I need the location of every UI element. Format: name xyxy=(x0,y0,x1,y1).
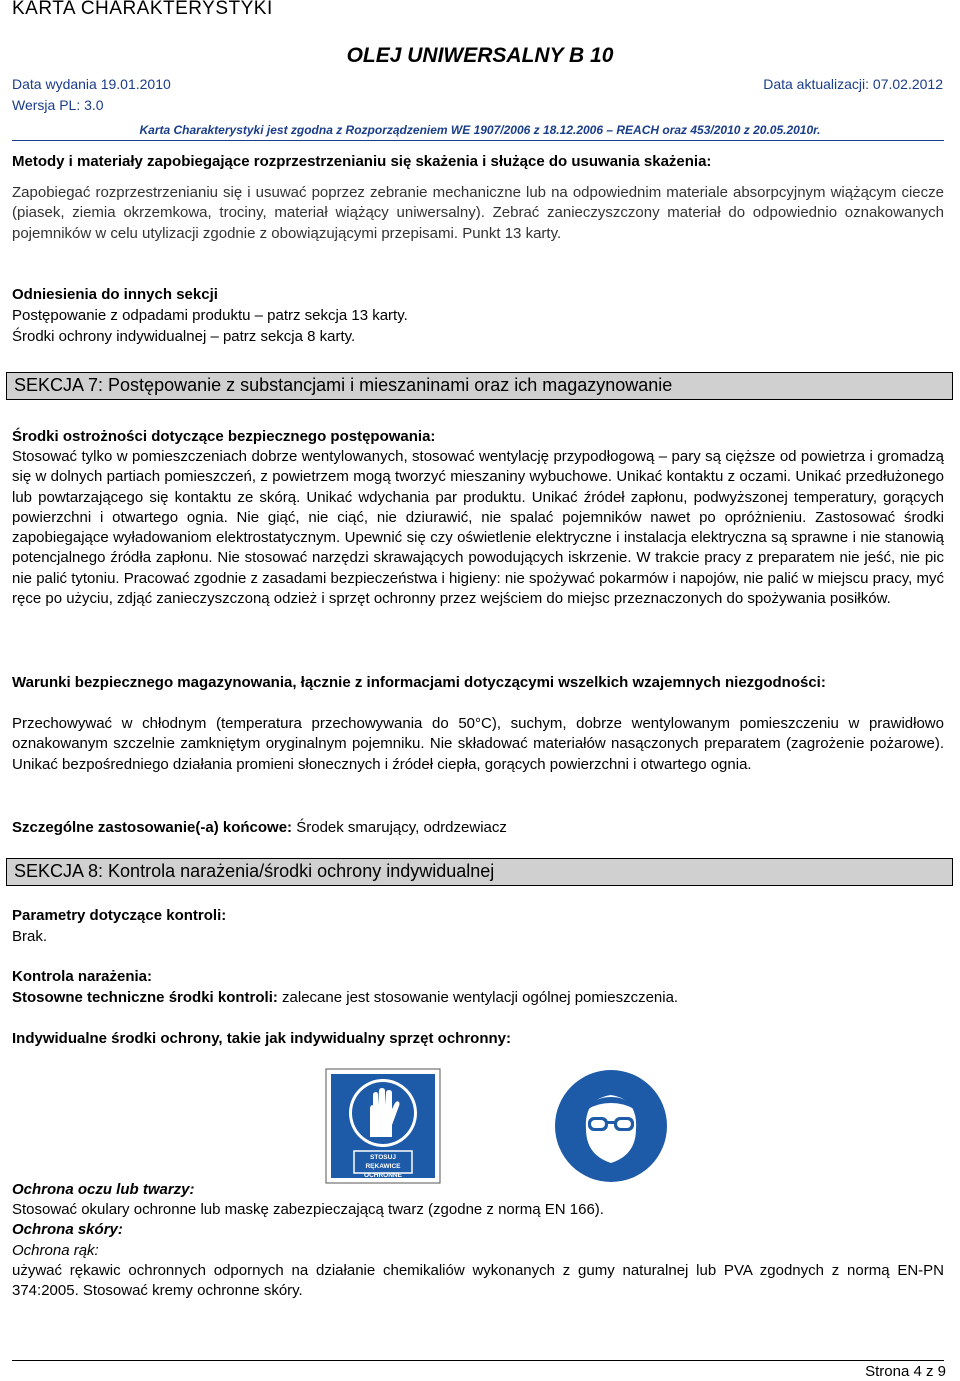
regulation-note: Karta Charakterystyki jest zgodna z Rozporządzeniem WE 1907/2006 z 18.12.2006 – REACH oraz 453/2010 z 20.05.2010r. xyxy=(139,123,821,137)
refs-heading: Odniesienia do innych sekcji xyxy=(12,286,218,303)
tech-controls-value: zalecane jest stosowanie wentylacji ogólnej pomieszczenia. xyxy=(277,989,679,1006)
eye-protection-sign xyxy=(554,1069,668,1183)
protective-gloves-sign xyxy=(326,1069,440,1183)
skin-protection-heading xyxy=(12,1220,944,1240)
params-heading: Parametry dotyczące kontroli: xyxy=(12,907,227,924)
tech-controls-label: Stosowne techniczne środki kontroli: xyxy=(12,989,278,1006)
ppe-heading: Indywidualne środki ochrony, takie jak indywidualny sprzęt ochronny: xyxy=(12,1030,511,1047)
methods-text: Zapobiegać rozprzestrzenianiu się i usuwać poprzez zebranie mechaniczne lub na odpowiednim materiale absorpcyjnym wiążącym ciecze (piasek, ziemia okrzemkowa, trociny, materiał wiążący uniwersalny). Zebrać zanieczyszczony materiał do odpowiednio oznakowanych pojemników w celu utylizacji zgodnie z obowiązującymi przepisami. Punkt 13 karty. xyxy=(12,184,944,242)
section-7-title: SEKCJA 7: Postępowanie z substancjami i mieszaninami oraz ich magazynowanie xyxy=(14,375,673,395)
specific-use-value: Środek smarujący, odrdzewiacz xyxy=(292,819,507,836)
specific-use xyxy=(12,818,944,838)
document-title: KARTA CHARAKTERYSTYKI xyxy=(12,0,273,19)
methods-heading: Metody i materiały zapobiegające rozprzestrzenianiu się skażenia i służące do usuwania skażenia: xyxy=(12,153,712,170)
page-number: Strona 4 z 9 xyxy=(865,1363,946,1380)
product-name: OLEJ UNIWERSALNY B 10 xyxy=(346,44,614,67)
ref-waste: Postępowanie z odpadami produktu – patrz sekcja 13 karty. xyxy=(12,307,408,324)
params-value: Brak. xyxy=(12,928,48,945)
eye-protection-heading xyxy=(12,1180,944,1200)
footer-divider xyxy=(12,1360,944,1361)
hand-protection-heading: Ochrona rąk: xyxy=(12,1242,99,1259)
specific-use-label: Szczególne zastosowanie(-a) końcowe: xyxy=(12,819,293,836)
section-8-header xyxy=(6,858,953,886)
hand-protection-text: używać rękawic ochronnych odpornych na działanie chemikaliów wykonanych z gumy naturalnej lub PVA zgodnych z normą EN-PN 374:2005. Stosować kremy ochronne skóry. xyxy=(12,1262,944,1300)
exposure-heading: Kontrola narażenia: xyxy=(12,968,153,985)
header-divider xyxy=(12,140,944,141)
skin-protection-label: Ochrona skóry: xyxy=(12,1221,123,1238)
storage-heading: Warunki bezpiecznego magazynowania, łącznie z informacjami dotyczącymi wszelkich wzajemnych niezgodności: xyxy=(12,674,826,691)
storage-text: Przechowywać w chłodnym (temperatura przechowywania do 50°C), suchym, dobrze wentylowanym pomieszczeniu w prawidłowo oznakowanym szczelnie zamkniętym oryginalnym pojemniku. Nie składować materiałów nasączonych preparatem (zagrożenie pożarowe). Unikać bezpośredniego działania promieni słonecznych i źródeł ciepła, gorących powierzchni i otwartego ognia. xyxy=(12,715,944,773)
version: Wersja PL: 3.0 xyxy=(12,97,104,113)
issue-date: Data wydania 19.01.2010 xyxy=(12,76,171,92)
eye-protection-label: Ochrona oczu lub twarzy: xyxy=(12,1181,195,1198)
tech-controls xyxy=(12,988,944,1008)
precautions-heading: Środki ostrożności dotyczące bezpiecznego postępowania: xyxy=(12,428,436,445)
ref-ppe: Środki ochrony indywidualnej – patrz sekcja 8 karty. xyxy=(12,328,356,345)
update-date: Data aktualizacji: 07.02.2012 xyxy=(763,76,943,92)
glove-sign-label: STOSUJ RĘKAWICE OCHRONNE xyxy=(364,1154,402,1179)
precautions-text: Stosować tylko w pomieszczeniach dobrze wentylowanych, stosować wentylację przypodłogową – pary są cięższe od powietrza i gromadzą się w dolnych partiach pomieszczeń, z powietrzem mogą tworzyć mieszaniny wybuchowe. Unikać kontaktu z oczami. Unikać przedłużonego lub powtarzającego się kontaktu ze skórą. Unikać wdychania par produktu. Unikać źródeł zapłonu, podwyższonej temperatury, gorących powierzchni i otwartego ognia. Nie giąć, nie ciąć, nie dziurawić, nie spalać pojemników nawet po opróżnieniu. Zastosować środki zapobiegające wyładowaniom elektrostatycznym. Upewnić się czy oświetlenie elektryczne i instalacja elektryczna są sprawne i nie stanowią potencjalnego źródła zapłonu. Nie stosować narzędzi skrawających powodujących iskrzenie. W trakcie pracy z preparatem nie jeść, nie pic nie palić tytoniu. Pracować zgodnie z zasadami bezpieczeństwa i higieny: nie spożywać pokarmów i napojów, nie palić w miejscu pracy, myć ręce po użyciu, zdjąć zanieczyszczoną odzież i sprzęt ochronny przez wejściem do miejsc przeznaczonych do spożywania posiłków. xyxy=(12,448,944,608)
section-8-title: SEKCJA 8: Kontrola narażenia/środki ochrony indywidualnej xyxy=(14,861,495,881)
eye-protection-text: Stosować okulary ochronne lub maskę zabezpieczającą twarz (zgodne z normą EN 166). xyxy=(12,1201,604,1218)
section-7-header xyxy=(6,372,953,400)
